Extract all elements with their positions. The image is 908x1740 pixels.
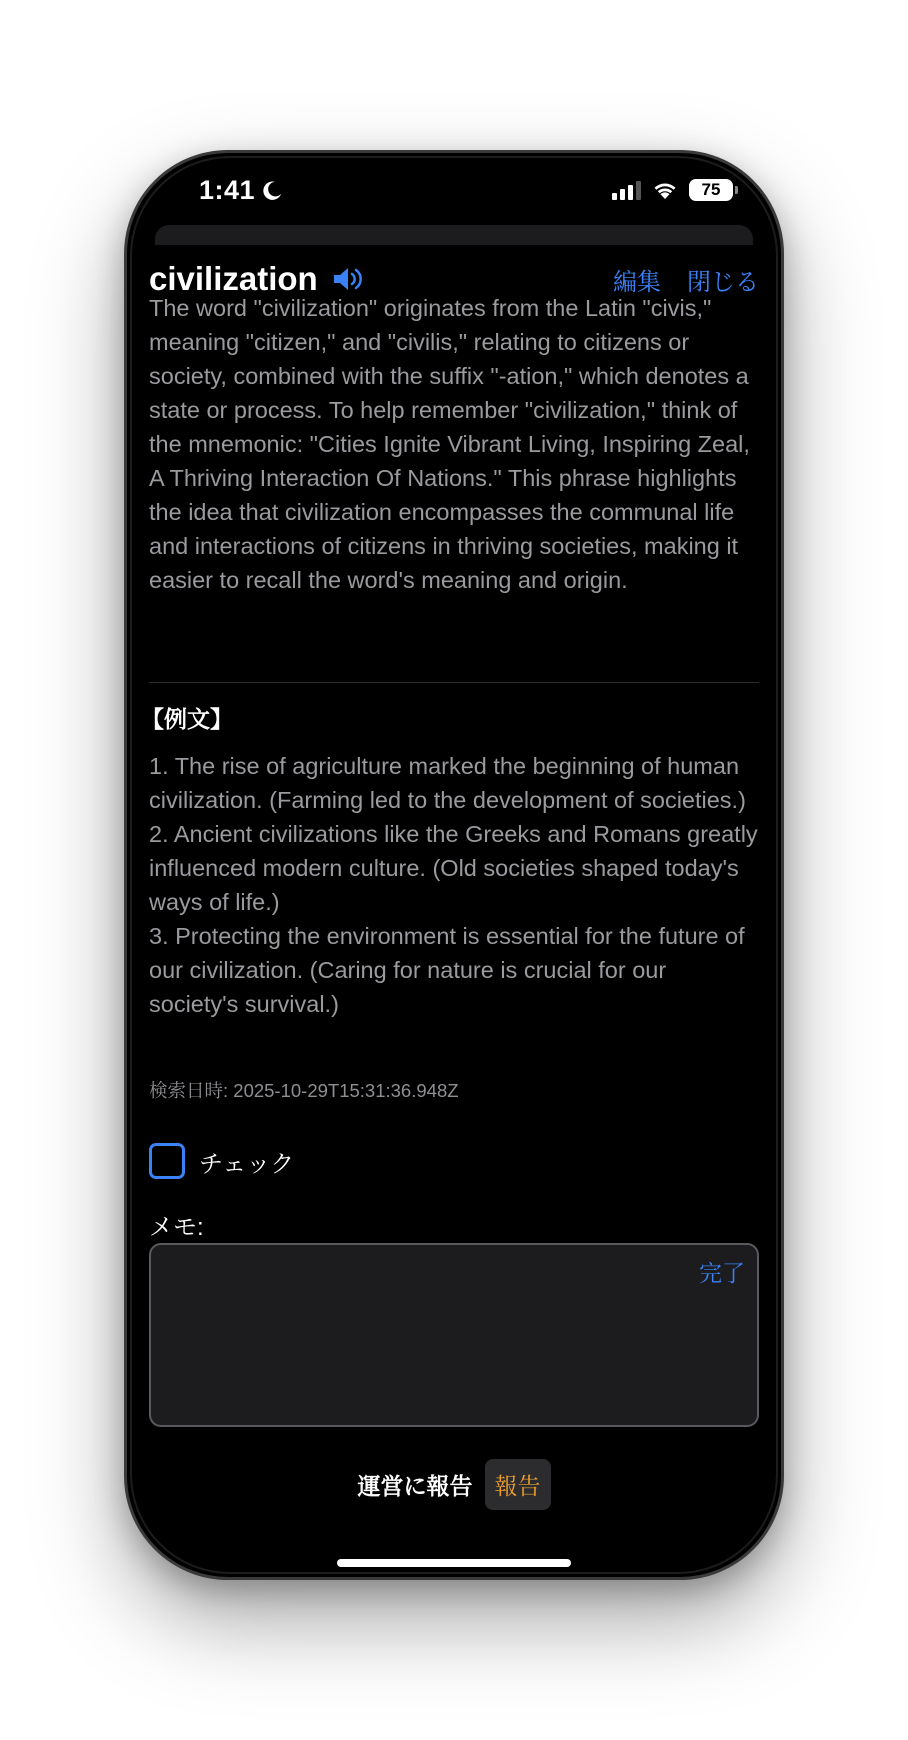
example-item: 2. Ancient civilizations like the Greeks and Romans greatly influenced modern culture. (Old societies shaped today's ways of life.) (149, 821, 758, 915)
report-button[interactable]: 報告 (485, 1459, 551, 1510)
divider (149, 682, 759, 683)
search-date: 検索日時: 2025-10-29T15:31:36.948Z (149, 1080, 459, 1101)
status-time-text: 1:41 (199, 175, 256, 205)
memo-label: メモ: (149, 1214, 204, 1241)
phone-screen (124, 150, 784, 1580)
etymology-text: The word "civilization" originates from the Latin "civis," meaning "citizen," and "civilis," relating to citizens or society, combined with the suffix "-ation," which denotes a state or process. To help remember "civilization," think of the mnemonic: "Cities Ignite Vibrant Living, Inspiring Zeal, A Thriving Interaction Of Nations." This phrase highlights the idea that civilization encompasses the communal life and interactions of citizens in thriving societies, making it easier to recall the word's meaning and origin. (149, 295, 750, 593)
moon-icon (261, 180, 283, 202)
status-time (199, 175, 283, 206)
battery-icon (689, 179, 733, 201)
memo-textarea[interactable] (149, 1243, 759, 1427)
battery-level: 75 (701, 180, 721, 199)
check-checkbox[interactable] (149, 1143, 185, 1179)
report-row (127, 1459, 781, 1510)
example-item: 3. Protecting the environment is essential for the future of our civilization. (Caring for nature is crucial for our society's survival.) (149, 923, 745, 1017)
report-label: 運営に報告 (357, 1473, 473, 1499)
speaker-icon[interactable] (332, 265, 366, 293)
check-row[interactable] (149, 1143, 294, 1179)
cellular-signal-icon (612, 180, 641, 200)
examples-heading: 【例文】 (141, 706, 233, 732)
memo-done-button[interactable]: 完了 (699, 1260, 745, 1286)
examples-list (149, 749, 761, 1021)
sheet-top-edge (155, 225, 753, 245)
edit-button[interactable]: 編集 (613, 268, 661, 296)
example-item: 1. The rise of agriculture marked the beginning of human civilization. (Farming led to the development of societies.) (149, 753, 746, 813)
wifi-icon (651, 179, 679, 201)
close-button[interactable]: 閉じる (687, 268, 759, 296)
word-title: civilization (149, 260, 318, 297)
home-indicator[interactable] (337, 1559, 571, 1567)
check-label: チェック (199, 1150, 295, 1178)
status-indicators (612, 179, 733, 201)
